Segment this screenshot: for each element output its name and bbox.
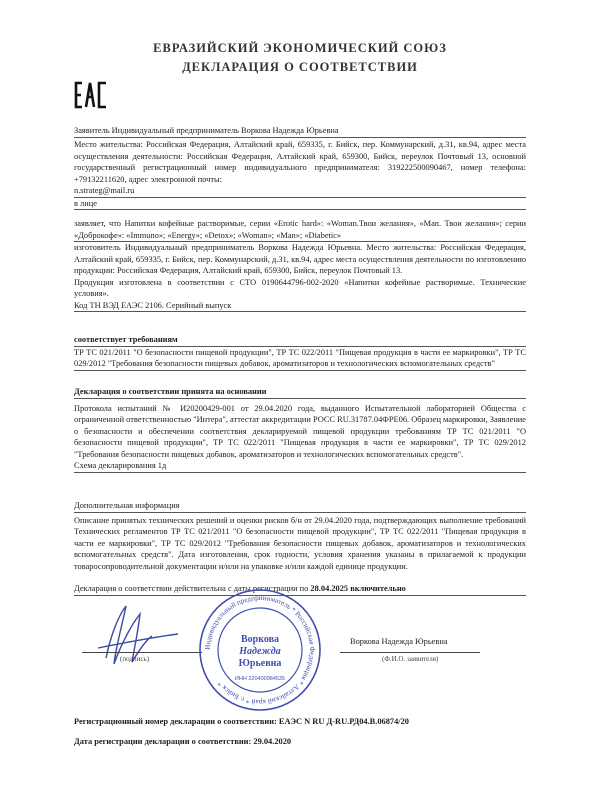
applicant-email: n.strateg@mail.ru <box>74 185 526 198</box>
requirements-heading: соответствует требованиям <box>74 334 526 347</box>
registration-number: Регистрационный номер декларации о соответствии: ЕАЭС N RU Д-RU.РД04.В.06874/20 <box>74 717 409 726</box>
stamp-name-3: Юрьевна <box>238 658 282 669</box>
official-stamp <box>196 586 324 714</box>
product-declaration: заявляет, что Напитки кофейные растворимые, серии «Erotic hard»: «Woman.Твои желания», «Man. Твои желания»; серии «Доброкофе»: «Immuno»; «Energy»; «Detox»; «Woman»; «Man»; «Diabetic» <box>74 218 526 242</box>
production-standard: Продукция изготовлена в соответствии с СТО 0190644796-002-2020 «Напитки кофейные растворимые. Технические условия». <box>74 277 526 298</box>
signature-line <box>82 652 202 653</box>
additional-text: Описание принятых технических решений и оценки рисков б/н от 29.04.2020 года, подтверждающих выполнение требований Технических регламентов ТР ТС 021/2011 "О безопасности пищевой продукции", ТР ТС 022/2011 "Пищевая продукция в части ее маркировки", ТР ТС 029/2012 "Требования безопасности пищевых добавок, ароматизаторов и технологических вспомогательных средств". Дата изготовления, срок годности, условия хранения указаны в прилагаемой к продукции товаросопроводительной документации и/или на упаковке и/или каждой единице продукции. <box>74 515 526 571</box>
stamp-ring-text: Индивидуальный предприниматель * Российская Федерация * Алтайский край * г. Бийск * <box>203 593 317 707</box>
applicant-name: Воркова Надежда Юрьевна <box>350 637 448 646</box>
basis-text: Протокола испытаний № И20200429-001 от 29.04.2020 года, выданного Испытательной лабораторией Общества с ограниченной ответственностью "Интера", аттестат аккредитации РОСС RU.31787.04ФРЕ06. Образец маркировки, Заявление о безопасности и обеспечении соответствия декларируемой пищевой продукции требованиям ТР ТС 021/2011 "О безопасности пищевой продукции", ТР ТС 022/2011 "Пищевая продукция в части ее маркировки", ТР ТС 029/2012 "Требования безопасности пищевых добавок, ароматизаторов и технологических вспомогательных средств". <box>74 403 526 459</box>
manufacturer-info: изготовитель Индивидуальный предприниматель Воркова Надежда Юрьевна. Место жительства: Российская Федерация, Алтайский край, 659335, г. Бийск, пер. Коммунарский, д.31, кв.94, адрес места осуществления деятельности по изготовлению продукции: Российская Федерация, Алтайский край, 659300, Бийск, переулок Почтовый 13. <box>74 243 526 275</box>
name-caption: (Ф.И.О. заявителя) <box>382 655 439 663</box>
validity-date: 28.04.2025 включительно <box>310 584 406 593</box>
hs-code: Код ТН ВЭД ЕАЭС 2106. Серийный выпуск <box>74 300 526 313</box>
signature-caption: (подпись) <box>120 655 150 663</box>
registration-date: Дата регистрации декларации о соответствии: 29.04.2020 <box>74 737 292 746</box>
additional-heading: Дополнительная информация <box>74 500 526 513</box>
union-title: ЕВРАЗИЙСКИЙ ЭКОНОМИЧЕСКИЙ СОЮЗ <box>153 41 447 55</box>
applicant-details: Место жительства: Российская Федерация, Алтайский край, 659335, г. Бийск, пер. Коммунарский, д.31, кв.94, адрес места осуществления деятельности: Российская Федерация, Алтайский край, 659300, Бийск, переулок Почтовый 13, основной государственный регистрационный номер индивидуального предпринимателя: 319222500090467, номер телефона: +79132211620, адрес электронной почты: <box>74 140 526 184</box>
validity-prefix: Декларация о соответствии действительна с даты регистрации по <box>74 584 309 593</box>
stamp-name-1: Воркова <box>240 634 280 645</box>
stamp-name-2: Надежда <box>239 646 281 657</box>
eac-logo-icon <box>74 80 108 110</box>
scheme-label: Схема декларирования 1д <box>74 460 526 473</box>
in-person-label: в лице <box>74 198 526 211</box>
applicant-line: Заявитель Индивидуальный предприниматель Воркова Надежда Юрьевна <box>74 125 526 138</box>
basis-heading: Декларация о соответствии принята на основании <box>74 386 526 399</box>
document-title: ДЕКЛАРАЦИЯ О СООТВЕТСТВИИ <box>182 60 418 74</box>
stamp-inn: ИНН 220400984535 <box>234 676 286 682</box>
name-line <box>340 652 480 653</box>
signature-image <box>88 598 198 678</box>
requirements-text: ТР ТС 021/2011 "О безопасности пищевой продукции", ТР ТС 022/2011 "Пищевая продукция в части ее маркировки", ТР ТС 029/2012 "Требования безопасности пищевых добавок, ароматизаторов и технологических вспомогательных средств" <box>74 347 526 371</box>
eac-logo <box>74 80 108 115</box>
